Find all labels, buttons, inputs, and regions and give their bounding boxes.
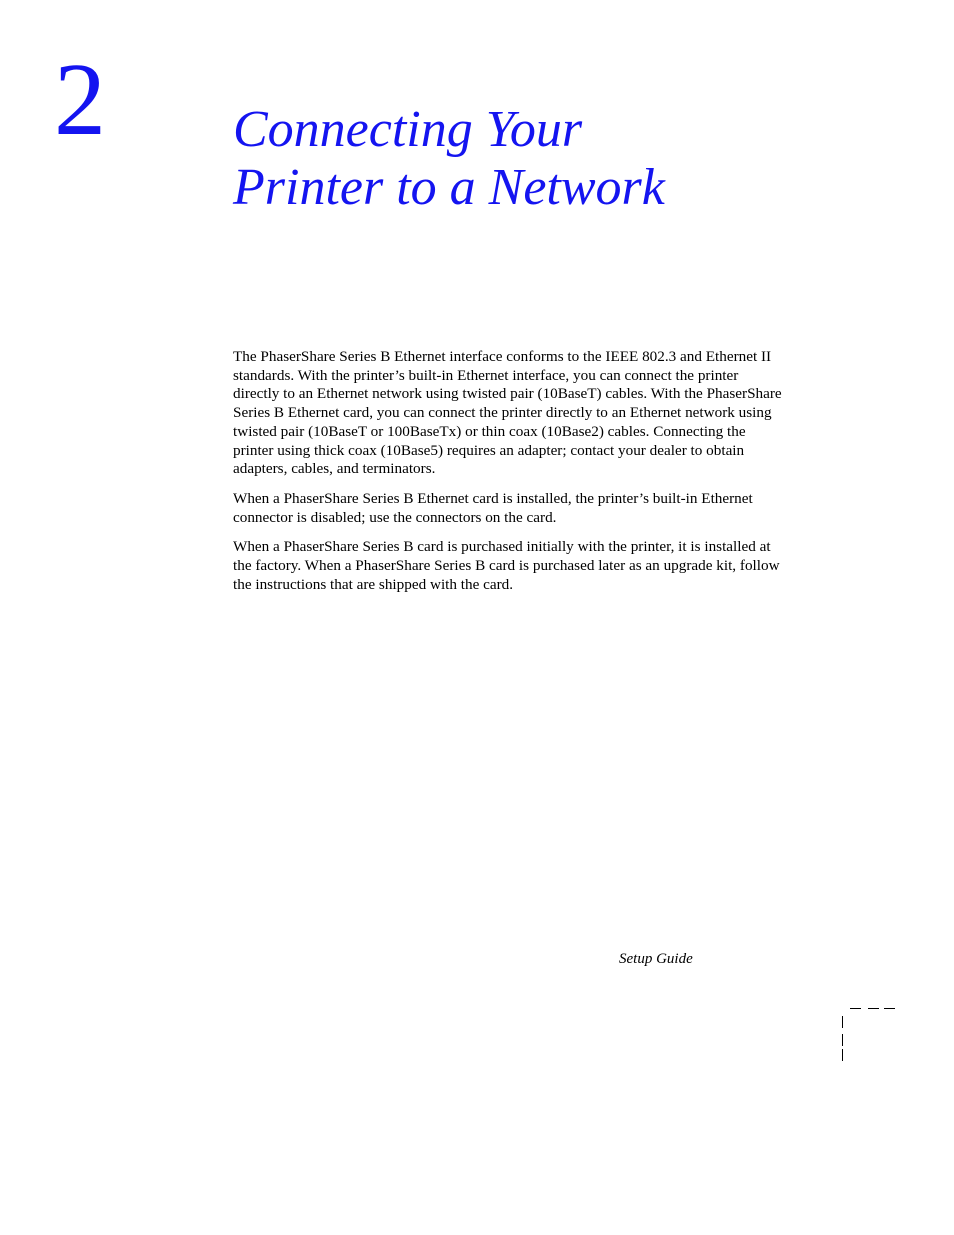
chapter-title-line-1: Connecting Your: [233, 101, 583, 158]
crop-marks-icon: [838, 1004, 900, 1066]
paragraph-card-purchase: When a PhaserShare Series B card is purchased initially with the printer, it is installed at the factory. When a PhaserShare Series B card is purchased later as an upgrade kit, follow the instructions that are shipped with the card.: [233, 538, 780, 593]
paragraph-ethernet-standards: The PhaserShare Series B Ethernet interface conforms to the IEEE 802.3 and Ethernet II standards. With the printer’s built-in Ethernet interface, you can connect the printer directly to an Ethernet network using twisted pair (10BaseT) cables. With the PhaserShare Series B Ethernet card, you can connect the printer directly to an Ethernet network using twisted pair (10BaseT or 100BaseTx) or thin coax (10Base2) cables. Connecting the printer using thick coax (10Base5) requires an adapter; contact your dealer to obtain adapters, cables, and terminators.: [233, 348, 782, 478]
paragraph-card-installed: When a PhaserShare Series B Ethernet card is installed, the printer’s built-in Ethernet connector is disabled; use the connectors on the card.: [233, 489, 753, 526]
footer-guide-title: Setup Guide: [619, 951, 693, 967]
chapter-number: 2: [54, 42, 106, 157]
chapter-title: [233, 101, 665, 217]
body-text: [233, 348, 788, 605]
chapter-title-line-2: Printer to a Network: [233, 159, 665, 216]
